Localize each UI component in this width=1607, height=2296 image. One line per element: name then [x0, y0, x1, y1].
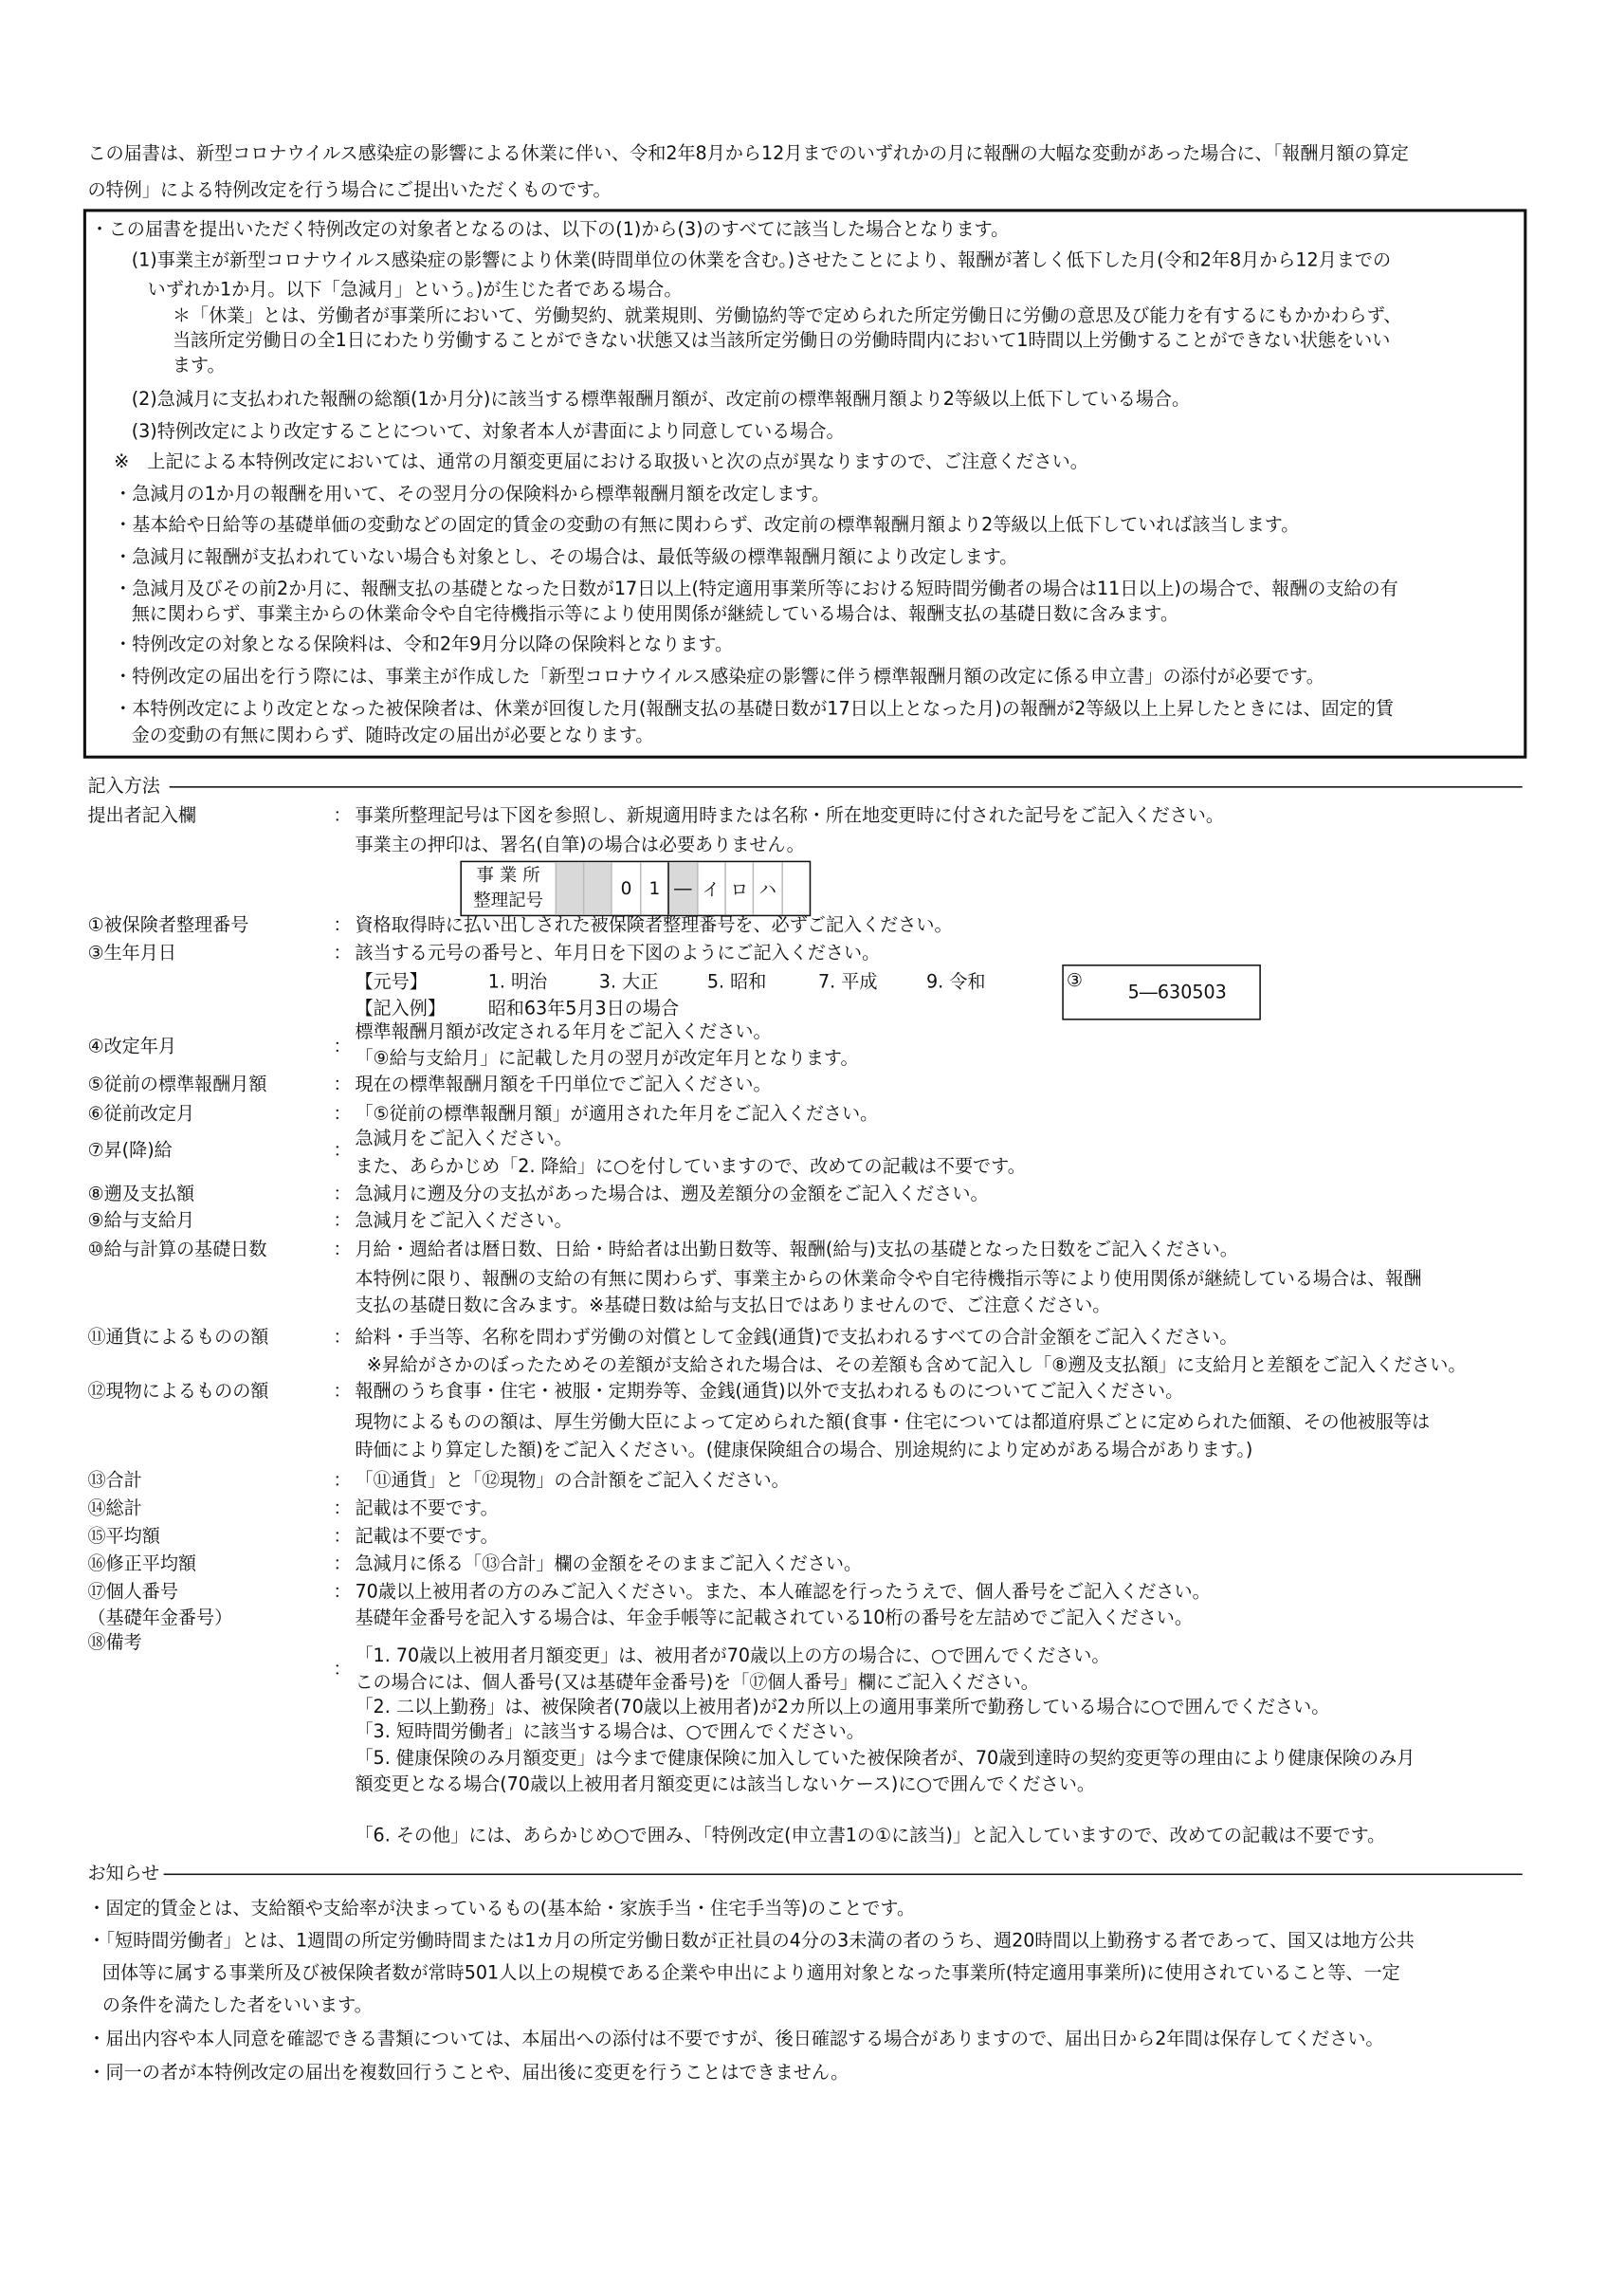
colon: ：	[333, 1496, 352, 1519]
office-code-cell: ロ	[724, 862, 753, 914]
field-text: 「5. 健康保険のみ月額変更」は今まで健康保険に加入していた被保険者が、70歳到達時の契約変更等の理由により健康保険のみ月	[355, 1746, 1415, 1769]
office-code-label-line: 事 業 所	[476, 865, 540, 886]
notice-line: ・固定的賃金とは、支給額や支給率が決まっているもの(基本給・家族手当・住宅手当等)のことです。	[87, 1897, 916, 1919]
field-text: 70歳以上被用者の方のみご記入ください。また、本人確認を行ったうえで、個人番号をご記入ください。	[355, 1579, 1211, 1602]
field-text: 事業所整理記号は下図を参照し、新規適用時または名称・所在地変更時に付された記号をご記入ください。	[355, 803, 1224, 826]
field-label: ⑬合計	[87, 1468, 142, 1491]
notice-line: ・「短時間労働者」とは、1週間の所定労働時間または1カ月の所定労働日数が正社員の4分の3未満の者のうち、週20時間以上勤務する者であって、国又は地方公共	[87, 1929, 1415, 1952]
field-label: ⑫現物によるものの額	[87, 1379, 269, 1402]
field-text: 額変更となる場合(70歳以上被用者月額変更には該当しないケース)に○で囲んでください。	[355, 1773, 1095, 1795]
notice-line: の条件を満たした者をいいます。	[101, 1993, 373, 2016]
colon: ：	[333, 1552, 352, 1574]
field-text: 報酬のうち食事・住宅・被服・定期券等、金銭(通貨)以外で支払われるものについてご記入ください。	[355, 1379, 1184, 1402]
office-code-label-line: 整理記号	[473, 890, 544, 911]
field-text: 急減月に遡及分の支払があった場合は、遡及差額分の金額をご記入ください。	[355, 1182, 989, 1204]
example-text: 昭和63年5月3日の場合	[487, 996, 680, 1019]
box-line: ・本特例改定により改定となった被保険者は、休業が回復した月(報酬支払の基礎日数が17日以上となった月)の報酬が2等級以上上昇したときには、固定的賃	[114, 697, 1394, 720]
field-label: ⑨給与支給月	[87, 1208, 195, 1231]
field-label: ⑧遡及支払額	[87, 1182, 195, 1204]
box-line: ・急減月及びその前2か月に、報酬支払の基礎となった日数が17日以上(特定適用事業所等における短時間労働者の場合は11日以上)の場合で、報酬の支給の有	[114, 577, 1398, 599]
box-line: (3)特例改定により改定することについて、対象者本人が書面により同意している場合。	[131, 419, 845, 442]
field-label: ①被保険者整理番号	[87, 913, 249, 936]
field-text: 資格取得時に払い出しされた被保険者整理番号を、必ずご記入ください。	[355, 913, 953, 936]
field-label: ⑯修正平均額	[87, 1552, 197, 1574]
notice-line: ・同一の者が本特例改定の届出を複数回行うことや、届出後に変更を行うことはできません。	[87, 2060, 849, 2083]
box-line: 当該所定労働日の全1日にわたり労働することができない状態又は当該所定労働日の労働時間内において1時間以上労働することができない状態をいい	[172, 328, 1391, 351]
office-code-label	[462, 862, 555, 914]
field-text: 「6. その他」には、あらかじめ○で囲み、「特例改定(申立書1の①に該当)」と記入していますので、改めての記載は不要です。	[355, 1824, 1386, 1846]
field-text: 記載は不要です。	[355, 1496, 499, 1519]
colon: ：	[333, 1182, 352, 1204]
box-line: ＊「休業」とは、労働者が事業所において、労働契約、就業規則、労働協約等で定められた所定労働日に労働の意思及び能力を有するにもかかわらず、	[172, 303, 1402, 326]
field-label: 提出者記入欄	[87, 803, 197, 826]
office-code-cell: ―	[668, 862, 697, 914]
field-label: ④改定年月	[87, 1035, 176, 1057]
field-text: 「⑨給与支給月」に記載した月の翌月が改定年月となります。	[355, 1046, 859, 1069]
field-text: 現物によるものの額は、厚生労働大臣によって定められた額(食事・住宅については都道府県ごとに定められた価額、その他被服等は	[355, 1410, 1431, 1433]
box-line: (2)急減月に支払われた報酬の総額(1か月分)に該当する標準報酬月額が、改定前の標準報酬月額より2等級以上低下している場合。	[131, 387, 1191, 410]
colon: ：	[333, 1238, 352, 1260]
colon: ：	[333, 1208, 352, 1231]
colon: ：	[333, 1524, 352, 1547]
box-line: ※ 上記による本特例改定においては、通常の月額変更届における取扱いと次の点が異なりますので、ご注意ください。	[114, 450, 1088, 472]
field-text: 基礎年金番号を記入する場合は、年金手帳等に記載されている10桁の番号を左詰めでご記入ください。	[355, 1606, 1194, 1628]
office-code-cell	[555, 862, 583, 914]
colon: ：	[333, 1073, 352, 1095]
field-text: また、あらかじめ「2. 降給」に○を付していますので、改めての記載は不要です。	[355, 1154, 1026, 1177]
field-text: 時価により算定した額)をご記入ください。(健康保険組合の場合、別途規約により定めがある場合があります。)	[355, 1438, 1253, 1460]
field-text: 現在の標準報酬月額を千円単位でご記入ください。	[355, 1073, 772, 1095]
field-text: 標準報酬月額が改定される年月をご記入ください。	[355, 1019, 772, 1042]
field-text: 記載は不要です。	[355, 1524, 499, 1547]
box-line: いずれか1か月。以下「急減月」という。)が生じた者である場合。	[147, 277, 683, 300]
office-code-cell	[583, 862, 612, 914]
field-text: 「⑤従前の標準報酬月額」が適用された年月をご記入ください。	[355, 1101, 879, 1125]
field-label: ⑩給与計算の基礎日数	[87, 1238, 267, 1260]
field-text: 急減月をご記入ください。	[355, 1208, 573, 1231]
era-item: 9. 令和	[925, 970, 986, 993]
era-item: 1. 明治	[487, 970, 548, 993]
field-text: 急減月をご記入ください。	[355, 1127, 573, 1149]
field-label: ⑦昇(降)給	[87, 1138, 173, 1161]
field-text: 事業主の押印は、署名(自筆)の場合は必要ありません。	[355, 833, 805, 855]
field-text: 支払の基礎日数に含みます。※基礎日数は給与支払日ではありませんので、ご注意ください。	[355, 1293, 1111, 1315]
section-title-notice: お知らせ	[87, 1862, 160, 1884]
field-text: 「3. 短時間労働者」に該当する場合は、○で囲んでください。	[355, 1719, 865, 1742]
field-text: 「1. 70歳以上被用者月額変更」は、被用者が70歳以上の方の場合に、○で囲んでください。	[355, 1644, 1110, 1666]
field-text: 該当する元号の番号と、年月日を下図のようにご記入ください。	[355, 941, 881, 964]
intro-line: この届書は、新型コロナウイルス感染症の影響による休業に伴い、令和2年8月から12月までのいずれかの月に報酬の大幅な変動があった場合に、「報酬月額の算定	[87, 141, 1409, 164]
office-code-example	[460, 861, 811, 917]
era-label: 【元号】	[355, 970, 428, 993]
field-label: ⑱備考	[87, 1630, 142, 1653]
birthdate-example-box	[1062, 964, 1261, 1020]
box-line: 金の変動の有無に関わらず、随時改定の届出が必要となります。	[131, 723, 654, 745]
field-text: 月給・週給者は暦日数、日給・時給者は出勤日数等、報酬(給与)支払の基礎となった日数をご記入ください。	[355, 1238, 1238, 1260]
field-label: ⑥従前改定月	[87, 1101, 195, 1125]
birthdate-value: 5―630503	[1127, 981, 1227, 1003]
office-code-cell: イ	[696, 862, 724, 914]
era-item: 3. 大正	[598, 970, 659, 993]
field-label: ⑮平均額	[87, 1524, 160, 1547]
colon: ：	[333, 1035, 352, 1057]
field-text: 本特例に限り、報酬の支給の有無に関わらず、事業主からの休業命令や自宅待機指示等により使用関係が継続している場合は、報酬	[355, 1267, 1422, 1290]
office-code-cell: 1	[640, 862, 668, 914]
box-line: (1)事業主が新型コロナウイルス感染症の影響により休業(時間単位の休業を含む。)させたことにより、報酬が著しく低下した月(令和2年8月から12月までの	[131, 248, 1392, 271]
box-line: ・この届書を提出いただく特例改定の対象者となるのは、以下の(1)から(3)のすべてに該当した場合となります。	[90, 217, 1010, 240]
field-text: 急減月に係る「⑬合計」欄の金額をそのままご記入ください。	[355, 1552, 863, 1574]
field-label: ⑤従前の標準報酬月額	[87, 1073, 267, 1095]
section-divider	[170, 786, 1523, 788]
colon: ：	[333, 1657, 352, 1680]
field-label: ⑭総計	[87, 1496, 142, 1519]
era-item: 5. 昭和	[706, 970, 767, 993]
field-text: ※昇給がさかのぼったためその差額が支給された場合は、その差額も含めて記入し「⑧遡及支払額」に支給月と差額をご記入ください。	[366, 1352, 1467, 1376]
colon: ：	[333, 1579, 352, 1602]
notice-line: 団体等に属する事業所及び被保険者数が常時501人以上の規模である企業や申出により適用対象となった事業所(特定適用事業所)に使用されていること等、一定	[101, 1961, 1400, 1984]
colon: ：	[333, 1101, 352, 1125]
box-line: ・急減月の1か月の報酬を用いて、その翌月分の保険料から標準報酬月額を改定します。	[114, 482, 831, 505]
office-code-cell	[781, 862, 810, 914]
birthdate-mark: ③	[1066, 968, 1084, 991]
section-title-howto: 記入方法	[87, 774, 160, 797]
box-line: ・急減月に報酬が支払われていない場合も対象とし、その場合は、最低等級の標準報酬月額により改定します。	[114, 544, 1018, 567]
field-text: 「2. 二以上勤務」は、被保険者(70歳以上被用者)が2カ所以上の適用事業所で勤務している場合に○で囲んでください。	[355, 1695, 1330, 1717]
field-label: （基礎年金番号）	[87, 1606, 233, 1628]
box-line: ・特例改定の届出を行う際には、事業主が作成した「新型コロナウイルス感染症の影響に伴う標準報酬月額の改定に係る申立書」の添付が必要です。	[114, 665, 1324, 688]
colon: ：	[333, 803, 352, 826]
section-divider	[164, 1874, 1523, 1876]
colon: ：	[333, 1138, 352, 1161]
intro-line: の特例」による特例改定を行う場合にご提出いただくものです。	[87, 178, 612, 201]
notice-line: ・届出内容や本人同意を確認できる書類については、本届出への添付は不要ですが、後日確認する場合がありますので、届出日から2年間は保存してください。	[87, 2027, 1384, 2049]
field-text: 給料・手当等、名称を問わず労働の対償として金銭(通貨)で支払われるすべての合計金額をご記入ください。	[355, 1325, 1238, 1348]
office-code-cell: 0	[612, 862, 640, 914]
box-line: ます。	[172, 353, 226, 377]
colon: ：	[333, 1379, 352, 1402]
box-line: 無に関わらず、事業主からの休業命令や自宅待機指示等により使用関係が継続している場合は、報酬支払の基礎日数に含みます。	[131, 601, 1179, 625]
field-text: 「⑪通貨」と「⑫現物」の合計額をご記入ください。	[355, 1468, 790, 1491]
colon: ：	[333, 1325, 352, 1348]
colon: ：	[333, 1468, 352, 1491]
field-label: ⑰個人番号	[87, 1579, 178, 1602]
example-label: 【記入例】	[355, 996, 446, 1019]
field-label: ⑪通貨によるものの額	[87, 1325, 269, 1348]
box-line: ・基本給や日給等の基礎単価の変動などの固定的賃金の変動の有無に関わらず、改定前の標準報酬月額より2等級以上低下していれば該当します。	[114, 512, 1300, 536]
box-line: ・特例改定の対象となる保険料は、令和2年9月分以降の保険料となります。	[114, 633, 734, 655]
colon: ：	[333, 913, 352, 936]
office-code-cell: ハ	[753, 862, 781, 914]
field-text: この場合には、個人番号(又は基礎年金番号)を「⑰個人番号」欄にご記入ください。	[355, 1670, 1039, 1693]
era-item: 7. 平成	[817, 970, 878, 993]
field-label: ③生年月日	[87, 941, 176, 964]
colon: ：	[333, 941, 352, 964]
